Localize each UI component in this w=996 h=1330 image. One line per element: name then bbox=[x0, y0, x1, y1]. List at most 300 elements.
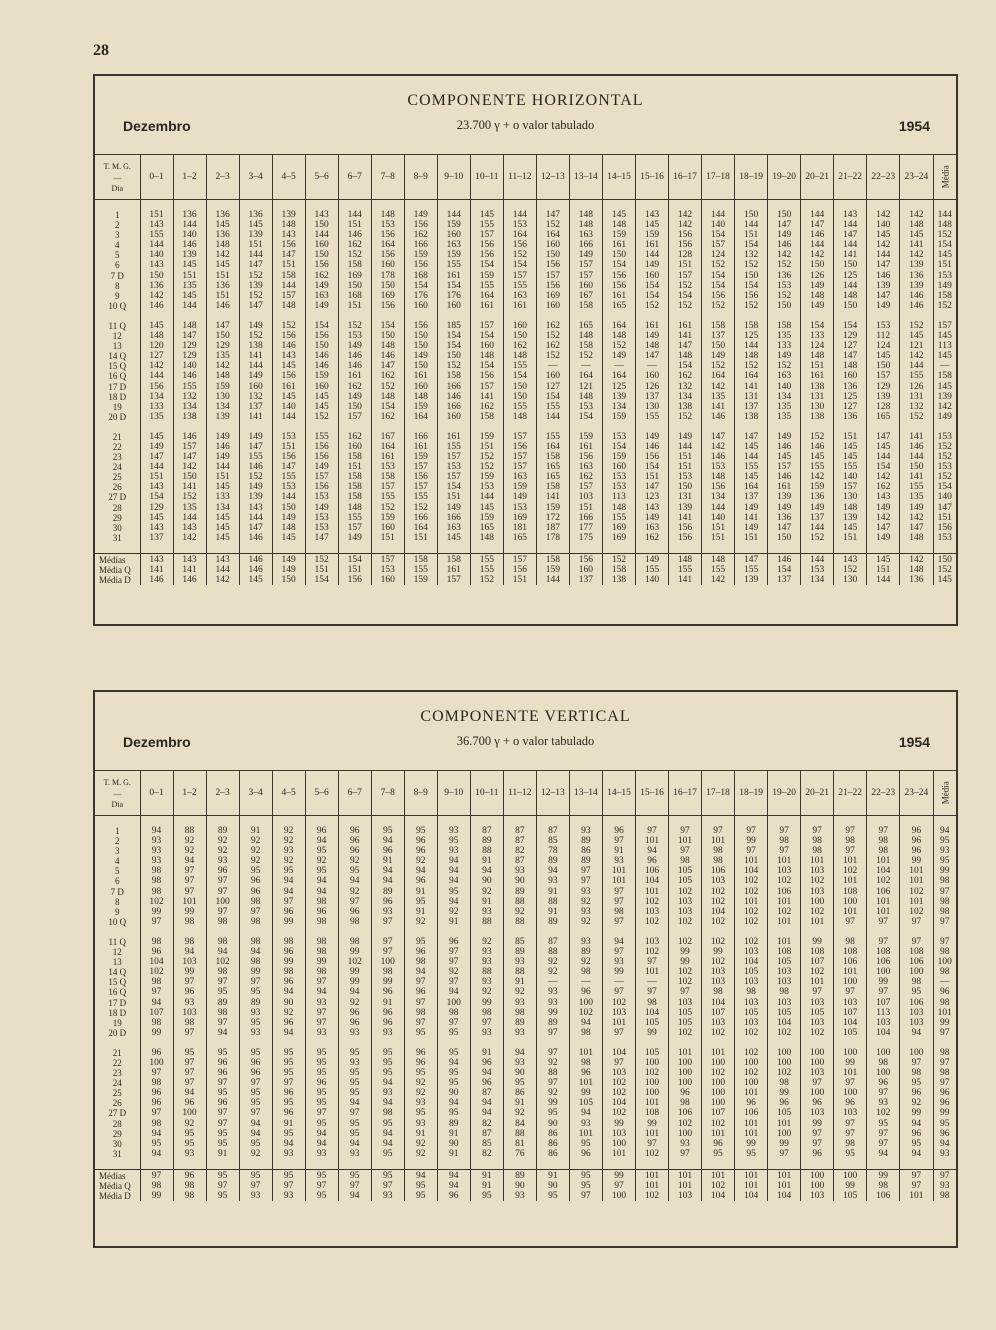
spacer-row bbox=[95, 1159, 956, 1170]
value-cell: 145 bbox=[272, 392, 305, 402]
value-cell: 159 bbox=[470, 271, 503, 281]
value-cell: 90 bbox=[272, 998, 305, 1008]
value-cell: 102 bbox=[801, 1028, 834, 1038]
value-cell: 157 bbox=[371, 482, 404, 492]
spacer-cell bbox=[801, 422, 834, 432]
value-cell: 133 bbox=[801, 331, 834, 341]
value-cell: 145 bbox=[735, 442, 768, 452]
value-cell: 148 bbox=[900, 220, 933, 230]
value-cell: 155 bbox=[338, 513, 371, 523]
value-cell: 149 bbox=[801, 503, 834, 513]
table-row bbox=[95, 482, 956, 492]
value-cell: 159 bbox=[404, 402, 437, 412]
value-cell: 97 bbox=[206, 1119, 239, 1129]
value-cell: 97 bbox=[239, 1108, 272, 1118]
value-cell: 101 bbox=[768, 917, 801, 927]
value-cell: 153 bbox=[338, 331, 371, 341]
value-cell: 91 bbox=[404, 1129, 437, 1139]
value-cell: 159 bbox=[470, 472, 503, 482]
value-cell: 96 bbox=[569, 987, 602, 997]
summary-row bbox=[95, 1169, 956, 1181]
hour-column-header: 9–10 bbox=[437, 771, 470, 816]
value-cell: 98 bbox=[239, 937, 272, 947]
summary-value-cell: 97 bbox=[305, 1181, 338, 1191]
table-row bbox=[95, 331, 956, 341]
spacer-cell bbox=[95, 1159, 140, 1170]
value-cell: 94 bbox=[437, 856, 470, 866]
value-cell: 166 bbox=[569, 513, 602, 523]
value-cell: 167 bbox=[371, 432, 404, 442]
value-cell: 156 bbox=[305, 260, 338, 270]
value-cell: 96 bbox=[437, 937, 470, 947]
value-cell: 151 bbox=[239, 240, 272, 250]
spacer-cell bbox=[801, 816, 834, 827]
value-cell: 147 bbox=[239, 260, 272, 270]
hour-column-header: 21–22 bbox=[834, 155, 867, 200]
value-cell: 135 bbox=[702, 392, 735, 402]
value-cell: 140 bbox=[173, 361, 206, 371]
value-cell: 156 bbox=[272, 371, 305, 381]
value-cell: 146 bbox=[768, 472, 801, 482]
summary-mean-cell: 93 bbox=[940, 1181, 950, 1191]
summary-value-cell: 142 bbox=[206, 575, 239, 585]
spacer-cell bbox=[404, 927, 437, 937]
hour-column-header: 12–13 bbox=[536, 771, 569, 816]
value-cell: 132 bbox=[173, 392, 206, 402]
day-cell: 1 bbox=[95, 826, 140, 836]
value-cell: 160 bbox=[437, 301, 470, 311]
value-cell: 93 bbox=[503, 998, 536, 1008]
spacer-cell bbox=[801, 1038, 834, 1048]
spacer-cell bbox=[272, 816, 305, 827]
value-cell: 94 bbox=[371, 866, 404, 876]
day-cell: 17 D bbox=[95, 382, 140, 392]
day-cell: 5 bbox=[95, 250, 140, 260]
value-cell: 96 bbox=[900, 1088, 933, 1098]
value-cell: 147 bbox=[173, 331, 206, 341]
value-cell: 97 bbox=[702, 826, 735, 836]
value-cell: 85 bbox=[503, 937, 536, 947]
mean-cell: 99 bbox=[940, 1108, 950, 1119]
value-cell: 146 bbox=[206, 301, 239, 311]
summary-value-cell: 97 bbox=[206, 1181, 239, 1191]
value-cell: 94 bbox=[437, 897, 470, 907]
value-cell: 96 bbox=[305, 1078, 338, 1088]
value-cell: 152 bbox=[239, 271, 272, 281]
value-cell: 100 bbox=[867, 1068, 900, 1078]
hour-column-header: 8–9 bbox=[404, 155, 437, 200]
value-cell: 154 bbox=[635, 291, 668, 301]
value-cell: 143 bbox=[272, 351, 305, 361]
value-cell: 155 bbox=[503, 361, 536, 371]
value-cell: 145 bbox=[470, 503, 503, 513]
value-cell: 145 bbox=[305, 402, 338, 412]
value-cell: 155 bbox=[602, 513, 635, 523]
value-cell: 94 bbox=[338, 876, 371, 886]
value-cell: 101 bbox=[735, 856, 768, 866]
value-cell: 134 bbox=[768, 392, 801, 402]
value-cell: 165 bbox=[536, 472, 569, 482]
summary-value-cell: 148 bbox=[702, 553, 735, 565]
value-cell: 151 bbox=[834, 533, 867, 543]
spacer-cell bbox=[371, 927, 404, 937]
value-cell: 98 bbox=[834, 937, 867, 947]
spacer-cell bbox=[768, 543, 801, 554]
value-cell: 164 bbox=[602, 371, 635, 381]
value-cell: 93 bbox=[305, 1028, 338, 1038]
value-cell: 149 bbox=[140, 442, 173, 452]
table-subtitle: 23.700 γ + o valor tabulado bbox=[456, 118, 595, 132]
value-cell: 145 bbox=[768, 452, 801, 462]
value-cell: 131 bbox=[735, 392, 768, 402]
value-cell: 95 bbox=[404, 1108, 437, 1118]
value-cell: 129 bbox=[173, 341, 206, 351]
summary-value-cell: 142 bbox=[702, 575, 735, 585]
value-cell: 157 bbox=[338, 412, 371, 422]
value-cell: 162 bbox=[635, 533, 668, 543]
value-cell: 91 bbox=[437, 1129, 470, 1139]
value-cell: 157 bbox=[305, 472, 338, 482]
value-cell: 102 bbox=[669, 967, 702, 977]
table-row bbox=[95, 281, 956, 291]
value-cell: 98 bbox=[206, 1008, 239, 1018]
table-row bbox=[95, 442, 956, 452]
value-cell: 154 bbox=[669, 291, 702, 301]
summary-value-cell: 94 bbox=[437, 1169, 470, 1181]
spacer-cell bbox=[536, 816, 569, 827]
value-cell: 100 bbox=[635, 1058, 668, 1068]
summary-value-cell: 151 bbox=[867, 565, 900, 575]
value-cell: 137 bbox=[702, 331, 735, 341]
value-cell: 142 bbox=[900, 351, 933, 361]
value-cell: 103 bbox=[735, 947, 768, 957]
value-cell: 153 bbox=[503, 503, 536, 513]
table-row bbox=[95, 907, 956, 917]
value-cell: 154 bbox=[635, 462, 668, 472]
value-cell: 151 bbox=[669, 462, 702, 472]
value-cell: 144 bbox=[702, 210, 735, 220]
value-cell: 94 bbox=[305, 1129, 338, 1139]
spacer-row bbox=[95, 311, 956, 321]
mean-cell: 96 bbox=[940, 1128, 950, 1139]
value-cell: 148 bbox=[503, 351, 536, 361]
value-cell: 97 bbox=[206, 876, 239, 886]
value-cell: 95 bbox=[272, 866, 305, 876]
value-cell: 130 bbox=[206, 392, 239, 402]
value-cell: 150 bbox=[173, 472, 206, 482]
value-cell: 144 bbox=[735, 341, 768, 351]
summary-value-cell: 101 bbox=[702, 1169, 735, 1181]
value-cell: 97 bbox=[768, 826, 801, 836]
value-cell: 137 bbox=[735, 492, 768, 502]
value-cell: 162 bbox=[470, 402, 503, 412]
value-cell: 144 bbox=[305, 230, 338, 240]
value-cell: 134 bbox=[669, 392, 702, 402]
value-cell: 158 bbox=[768, 321, 801, 331]
summary-value-cell: 151 bbox=[338, 565, 371, 575]
summary-value-cell: 100 bbox=[801, 1181, 834, 1191]
value-cell: 103 bbox=[735, 977, 768, 987]
value-cell: 163 bbox=[635, 523, 668, 533]
value-cell: 161 bbox=[404, 371, 437, 381]
value-cell: 159 bbox=[569, 432, 602, 442]
summary-value-cell: 144 bbox=[536, 575, 569, 585]
value-cell: 92 bbox=[239, 856, 272, 866]
spacer-cell bbox=[569, 1038, 602, 1048]
day-cell: 29 bbox=[95, 513, 140, 523]
day-cell: 13 bbox=[95, 341, 140, 351]
value-cell: 153 bbox=[768, 281, 801, 291]
spacer-cell bbox=[503, 422, 536, 432]
value-cell: 146 bbox=[900, 291, 933, 301]
value-cell: 135 bbox=[140, 412, 173, 422]
summary-value-cell: 104 bbox=[768, 1191, 801, 1201]
value-cell: 94 bbox=[371, 876, 404, 886]
hour-column-header: 5–6 bbox=[305, 771, 338, 816]
value-cell: 97 bbox=[338, 897, 371, 907]
value-cell: 88 bbox=[503, 1129, 536, 1139]
spacer-cell bbox=[173, 422, 206, 432]
value-cell: 98 bbox=[768, 836, 801, 846]
summary-value-cell: 98 bbox=[173, 1191, 206, 1201]
value-cell: 94 bbox=[371, 1129, 404, 1139]
value-cell: 101 bbox=[834, 967, 867, 977]
value-cell: 91 bbox=[470, 897, 503, 907]
value-cell: 146 bbox=[338, 361, 371, 371]
value-cell: 95 bbox=[239, 1018, 272, 1028]
summary-value-cell: 158 bbox=[536, 553, 569, 565]
value-cell: 150 bbox=[735, 271, 768, 281]
table-row bbox=[95, 210, 956, 220]
value-cell: 94 bbox=[140, 998, 173, 1008]
value-cell: 97 bbox=[536, 1048, 569, 1058]
value-cell: 108 bbox=[867, 947, 900, 957]
value-cell: 101 bbox=[900, 897, 933, 907]
summary-value-cell: 155 bbox=[635, 565, 668, 575]
value-cell: 104 bbox=[635, 1008, 668, 1018]
value-cell: 94 bbox=[140, 826, 173, 836]
value-cell: 99 bbox=[338, 977, 371, 987]
summary-value-cell: 151 bbox=[503, 575, 536, 585]
value-cell: 134 bbox=[702, 492, 735, 502]
value-cell: 141 bbox=[669, 331, 702, 341]
value-cell: 94 bbox=[371, 1139, 404, 1149]
mean-cell: 145 bbox=[937, 381, 952, 392]
spacer-cell bbox=[272, 422, 305, 432]
value-cell: 157 bbox=[503, 452, 536, 462]
day-cell: 3 bbox=[95, 230, 140, 240]
value-cell: 148 bbox=[272, 523, 305, 533]
value-cell: 99 bbox=[900, 856, 933, 866]
value-cell: 95 bbox=[338, 866, 371, 876]
spacer-cell bbox=[900, 311, 933, 321]
value-cell: 93 bbox=[503, 957, 536, 967]
value-cell: 169 bbox=[602, 523, 635, 533]
value-cell: 159 bbox=[470, 432, 503, 442]
day-cell: 21 bbox=[95, 1048, 140, 1058]
value-cell: 166 bbox=[404, 513, 437, 523]
value-cell: 135 bbox=[768, 331, 801, 341]
value-cell: 141 bbox=[900, 240, 933, 250]
value-cell: 152 bbox=[635, 301, 668, 311]
table-header-band bbox=[95, 76, 956, 155]
spacer-cell bbox=[305, 816, 338, 827]
value-cell: 94 bbox=[437, 1058, 470, 1068]
spacer-cell bbox=[95, 1038, 140, 1048]
value-cell: 144 bbox=[536, 412, 569, 422]
value-cell: 100 bbox=[669, 1078, 702, 1088]
summary-value-cell: 95 bbox=[569, 1169, 602, 1181]
day-cell: 2 bbox=[95, 836, 140, 846]
value-cell: 138 bbox=[669, 402, 702, 412]
value-cell: 154 bbox=[503, 260, 536, 270]
value-cell: 94 bbox=[206, 1028, 239, 1038]
value-cell: 152 bbox=[702, 361, 735, 371]
summary-value-cell: 102 bbox=[635, 1191, 668, 1201]
value-cell: 152 bbox=[536, 331, 569, 341]
value-cell: 100 bbox=[635, 1088, 668, 1098]
summary-value-cell: 144 bbox=[801, 553, 834, 565]
value-cell: 148 bbox=[206, 240, 239, 250]
value-cell: 92 bbox=[239, 846, 272, 856]
value-cell: 101 bbox=[669, 836, 702, 846]
value-cell: 91 bbox=[371, 856, 404, 866]
value-cell: 89 bbox=[536, 1018, 569, 1028]
value-cell: 88 bbox=[173, 826, 206, 836]
value-cell: 157 bbox=[470, 382, 503, 392]
table-row bbox=[95, 856, 956, 866]
spacer-cell bbox=[338, 311, 371, 321]
day-cell: 18 D bbox=[95, 392, 140, 402]
value-cell: 146 bbox=[173, 432, 206, 442]
value-cell: 93 bbox=[173, 998, 206, 1008]
value-cell: 162 bbox=[371, 371, 404, 381]
table-row bbox=[95, 917, 956, 927]
summary-row bbox=[95, 1181, 956, 1191]
spacer-cell bbox=[437, 816, 470, 827]
value-cell: 161 bbox=[437, 432, 470, 442]
spacer-cell bbox=[602, 816, 635, 827]
mean-cell: 98 bbox=[940, 997, 950, 1008]
value-cell: 126 bbox=[635, 382, 668, 392]
value-cell: 147 bbox=[239, 301, 272, 311]
value-cell: 145 bbox=[470, 210, 503, 220]
value-cell: 94 bbox=[470, 1098, 503, 1108]
value-cell: 95 bbox=[206, 1139, 239, 1149]
value-cell: 95 bbox=[272, 1098, 305, 1108]
value-cell: 102 bbox=[702, 937, 735, 947]
value-cell: 126 bbox=[801, 271, 834, 281]
value-cell: 145 bbox=[206, 523, 239, 533]
value-cell: 169 bbox=[602, 533, 635, 543]
table-header-band bbox=[95, 692, 956, 771]
value-cell: 139 bbox=[900, 260, 933, 270]
value-cell: 149 bbox=[867, 533, 900, 543]
value-cell: 148 bbox=[834, 503, 867, 513]
mean-cell: 154 bbox=[937, 482, 952, 493]
value-cell: 94 bbox=[305, 887, 338, 897]
value-cell: 96 bbox=[371, 846, 404, 856]
value-cell: 95 bbox=[371, 1048, 404, 1058]
value-cell: 96 bbox=[272, 947, 305, 957]
value-cell: 147 bbox=[867, 432, 900, 442]
value-cell: 155 bbox=[470, 281, 503, 291]
table-row bbox=[95, 533, 956, 543]
value-cell: 96 bbox=[602, 826, 635, 836]
day-cell: 19 bbox=[95, 402, 140, 412]
value-cell: 97 bbox=[206, 1108, 239, 1118]
value-cell: 95 bbox=[404, 1068, 437, 1078]
spacer-row bbox=[95, 1038, 956, 1048]
spacer-cell bbox=[900, 927, 933, 937]
value-cell: 96 bbox=[239, 887, 272, 897]
value-cell: 144 bbox=[503, 210, 536, 220]
spacer-cell bbox=[503, 927, 536, 937]
value-cell: 99 bbox=[669, 947, 702, 957]
value-cell: 100 bbox=[669, 1058, 702, 1068]
value-cell: 103 bbox=[173, 957, 206, 967]
value-cell: 141 bbox=[239, 351, 272, 361]
value-cell: 94 bbox=[173, 1088, 206, 1098]
spacer-cell bbox=[569, 311, 602, 321]
spacer-cell bbox=[470, 200, 503, 211]
value-cell: 100 bbox=[801, 1088, 834, 1098]
value-cell: 91 bbox=[272, 1119, 305, 1129]
value-cell: 104 bbox=[602, 1098, 635, 1108]
value-cell: 149 bbox=[801, 281, 834, 291]
value-cell: 125 bbox=[735, 331, 768, 341]
value-cell: 98 bbox=[140, 1018, 173, 1028]
value-cell: 97 bbox=[140, 917, 173, 927]
value-cell: 153 bbox=[371, 462, 404, 472]
value-cell: 140 bbox=[702, 513, 735, 523]
value-cell: 157 bbox=[338, 523, 371, 533]
value-cell: 99 bbox=[140, 1028, 173, 1038]
value-cell: 143 bbox=[635, 503, 668, 513]
value-cell: 95 bbox=[371, 1068, 404, 1078]
value-cell: 148 bbox=[900, 533, 933, 543]
mean-cell: 98 bbox=[940, 896, 950, 907]
value-cell: 98 bbox=[140, 876, 173, 886]
spacer-cell bbox=[503, 311, 536, 321]
value-cell: 78 bbox=[536, 846, 569, 856]
value-cell: 96 bbox=[206, 866, 239, 876]
value-cell: 97 bbox=[140, 1068, 173, 1078]
value-cell: 95 bbox=[305, 1058, 338, 1068]
value-cell: 130 bbox=[801, 402, 834, 412]
value-cell: 92 bbox=[503, 987, 536, 997]
mean-cell: 152 bbox=[937, 452, 952, 463]
value-cell: 97 bbox=[867, 1129, 900, 1139]
spacer-cell bbox=[272, 543, 305, 554]
value-cell: 102 bbox=[735, 937, 768, 947]
value-cell: 96 bbox=[272, 1018, 305, 1028]
value-cell: 178 bbox=[536, 533, 569, 543]
value-cell: 89 bbox=[239, 998, 272, 1008]
value-cell: 92 bbox=[404, 1078, 437, 1088]
value-cell: 96 bbox=[272, 1088, 305, 1098]
spacer-cell bbox=[437, 1038, 470, 1048]
value-cell: 156 bbox=[272, 452, 305, 462]
value-cell: 97 bbox=[404, 977, 437, 987]
value-cell: 93 bbox=[206, 856, 239, 866]
value-cell: 176 bbox=[404, 291, 437, 301]
value-cell: 92 bbox=[503, 907, 536, 917]
spacer-cell bbox=[437, 927, 470, 937]
value-cell: 144 bbox=[140, 240, 173, 250]
table-row bbox=[95, 492, 956, 502]
mean-cell: 148 bbox=[937, 220, 952, 231]
